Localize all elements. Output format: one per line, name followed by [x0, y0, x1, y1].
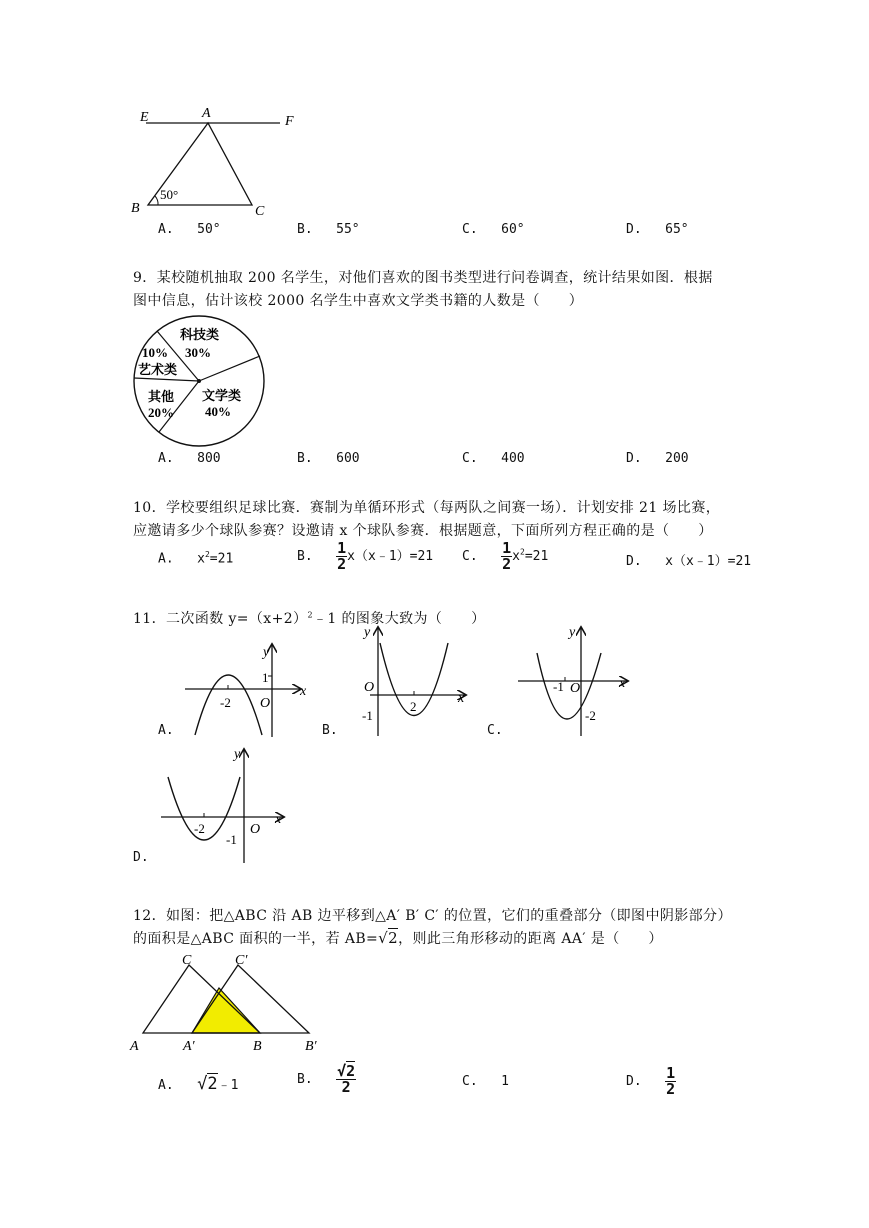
graph-a-tick-1: 1 [262, 670, 269, 685]
q11-graph-c [515, 623, 640, 738]
graph-a-y-label: y [263, 645, 270, 660]
q10-option-c[interactable]: C. $\frac{1}{2}$ $x^2=21$ [462, 539, 549, 573]
q12-label-C-prime: C′ [235, 953, 248, 968]
graph-b-y-label: y [364, 625, 371, 640]
q8-option-b[interactable]: B. 55° [297, 222, 360, 237]
pie-label-sci-name: 科技类 [180, 327, 220, 342]
q9-option-b[interactable]: B. 600 [297, 451, 360, 466]
q11-option-c[interactable]: C. [487, 723, 503, 738]
q12-translation-figure [125, 952, 335, 1055]
pie-label-lit-pct: 40% [205, 404, 231, 419]
q8-angle-label: 50° [160, 187, 179, 202]
q11-graph-b [350, 623, 480, 738]
graph-c-tick-neg2: -2 [585, 708, 596, 723]
pie-label-art-pct: 10% [142, 345, 168, 360]
graph-d-x-label: x [275, 812, 282, 827]
q12-stem-line2: 的面积是△ABC 面积的一半，若 AB=√2，则此三角形移动的距离 AA′ 是（ ） [133, 929, 663, 947]
q10-stem-line1: 10．学校要组织足球比赛．赛制为单循环形式（每两队之间赛一场）．计划安排 21 场比赛， [133, 500, 721, 516]
q12-label-A-prime: A′ [183, 1039, 195, 1054]
graph-d-origin: O [250, 822, 261, 837]
q10-option-a[interactable]: A. $x^2=21$ [158, 550, 234, 567]
q8-label-E: E [140, 110, 149, 125]
q9-option-c[interactable]: C. 400 [462, 451, 525, 466]
graph-d-tick-neg2: -2 [194, 821, 205, 836]
q10-b-fraction: $\frac{1}{2}$ [337, 539, 347, 573]
q11-option-b[interactable]: B. [322, 723, 338, 738]
q12-stem-line1: 12．如图：把△ABC 沿 AB 边平移到△A′ B′ C′ 的位置，它们的重叠部分（即图中阴影部分） [133, 908, 732, 924]
q12-b-fraction: $\frac{√2}{2}$ [337, 1062, 356, 1096]
q12-label-C: C [182, 953, 192, 968]
graph-a-origin: O [260, 696, 271, 711]
q12-option-b[interactable]: B. $\frac{√2}{2}$ [297, 1062, 356, 1096]
q8-label-B: B [131, 201, 140, 216]
q9-stem-line1: 9．某校随机抽取 200 名学生，对他们喜欢的图书类型进行问卷调查，统计结果如图．根据 [133, 270, 713, 286]
graph-c-x-label: x [619, 676, 626, 691]
graph-c-origin: O [570, 681, 581, 696]
q10-stem-line2: 应邀请多少个球队参赛？设邀请 x 个球队参赛．根据题意，下面所列方程正确的是（ ） [133, 523, 713, 539]
q11-option-d[interactable]: D. [133, 850, 149, 865]
q12-label-B-prime: B′ [305, 1039, 317, 1054]
q8-label-A: A [202, 106, 211, 121]
q8-label-C: C [255, 204, 265, 216]
q9-pie-chart [130, 314, 270, 450]
q8-option-d[interactable]: D. 65° [626, 222, 689, 237]
q8-option-a[interactable]: A. 50° [158, 222, 221, 237]
pie-label-other-name: 其他 [148, 389, 175, 404]
q10-c-fraction: $\frac{1}{2}$ [502, 539, 512, 573]
q10-option-d[interactable]: D. x（x﹣1）=21 [626, 554, 752, 569]
graph-b-tick-2: 2 [410, 699, 417, 714]
q12-option-d[interactable]: D. $\frac{1}{2}$ [626, 1064, 676, 1098]
pie-label-sci-pct: 30% [185, 345, 211, 360]
q9-stem-line2: 图中信息，估计该校 2000 名学生中喜欢文学类书籍的人数是（ ） [133, 293, 584, 309]
graph-a-tick-neg2: -2 [220, 695, 231, 710]
q11-graph-a [180, 640, 310, 740]
graph-d-y-label: y [234, 747, 241, 762]
q12-label-A: A [130, 1039, 139, 1054]
pie-label-other-pct: 20% [148, 405, 174, 420]
q12-label-B: B [253, 1039, 262, 1054]
graph-c-tick-neg1: -1 [553, 679, 564, 694]
q12-shaded-overlap [192, 988, 260, 1033]
q9-option-a[interactable]: A. 800 [158, 451, 221, 466]
graph-b-tick-neg1: -1 [362, 708, 373, 723]
q11-option-a[interactable]: A. [158, 723, 174, 738]
q12-d-fraction: $\frac{1}{2}$ [666, 1064, 676, 1098]
pie-label-lit-name: 文学类 [202, 388, 242, 403]
q8-option-c[interactable]: C. 60° [462, 222, 525, 237]
q8-triangle-figure [128, 104, 308, 216]
q12-option-c[interactable]: C. 1 [462, 1074, 509, 1089]
q11-graph-d [158, 745, 288, 865]
q12-option-a[interactable]: A. √2﹣1 [158, 1074, 239, 1094]
graph-b-x-label: x [458, 691, 465, 706]
graph-c-y-label: y [569, 625, 576, 640]
q9-option-d[interactable]: D. 200 [626, 451, 689, 466]
graph-a-x-label: x [300, 684, 307, 699]
graph-d-tick-neg1: -1 [226, 832, 237, 847]
q8-label-F: F [285, 114, 294, 129]
pie-label-art-name: 艺术类 [138, 362, 178, 377]
graph-b-origin: O [364, 680, 375, 695]
q10-option-b[interactable]: B. $\frac{1}{2}$ x（x﹣1）=21 [297, 539, 434, 573]
q11-stem: 11．二次函数 $y=(x+2)^2﹣1$ 的图象大致为（ ） [133, 610, 486, 627]
